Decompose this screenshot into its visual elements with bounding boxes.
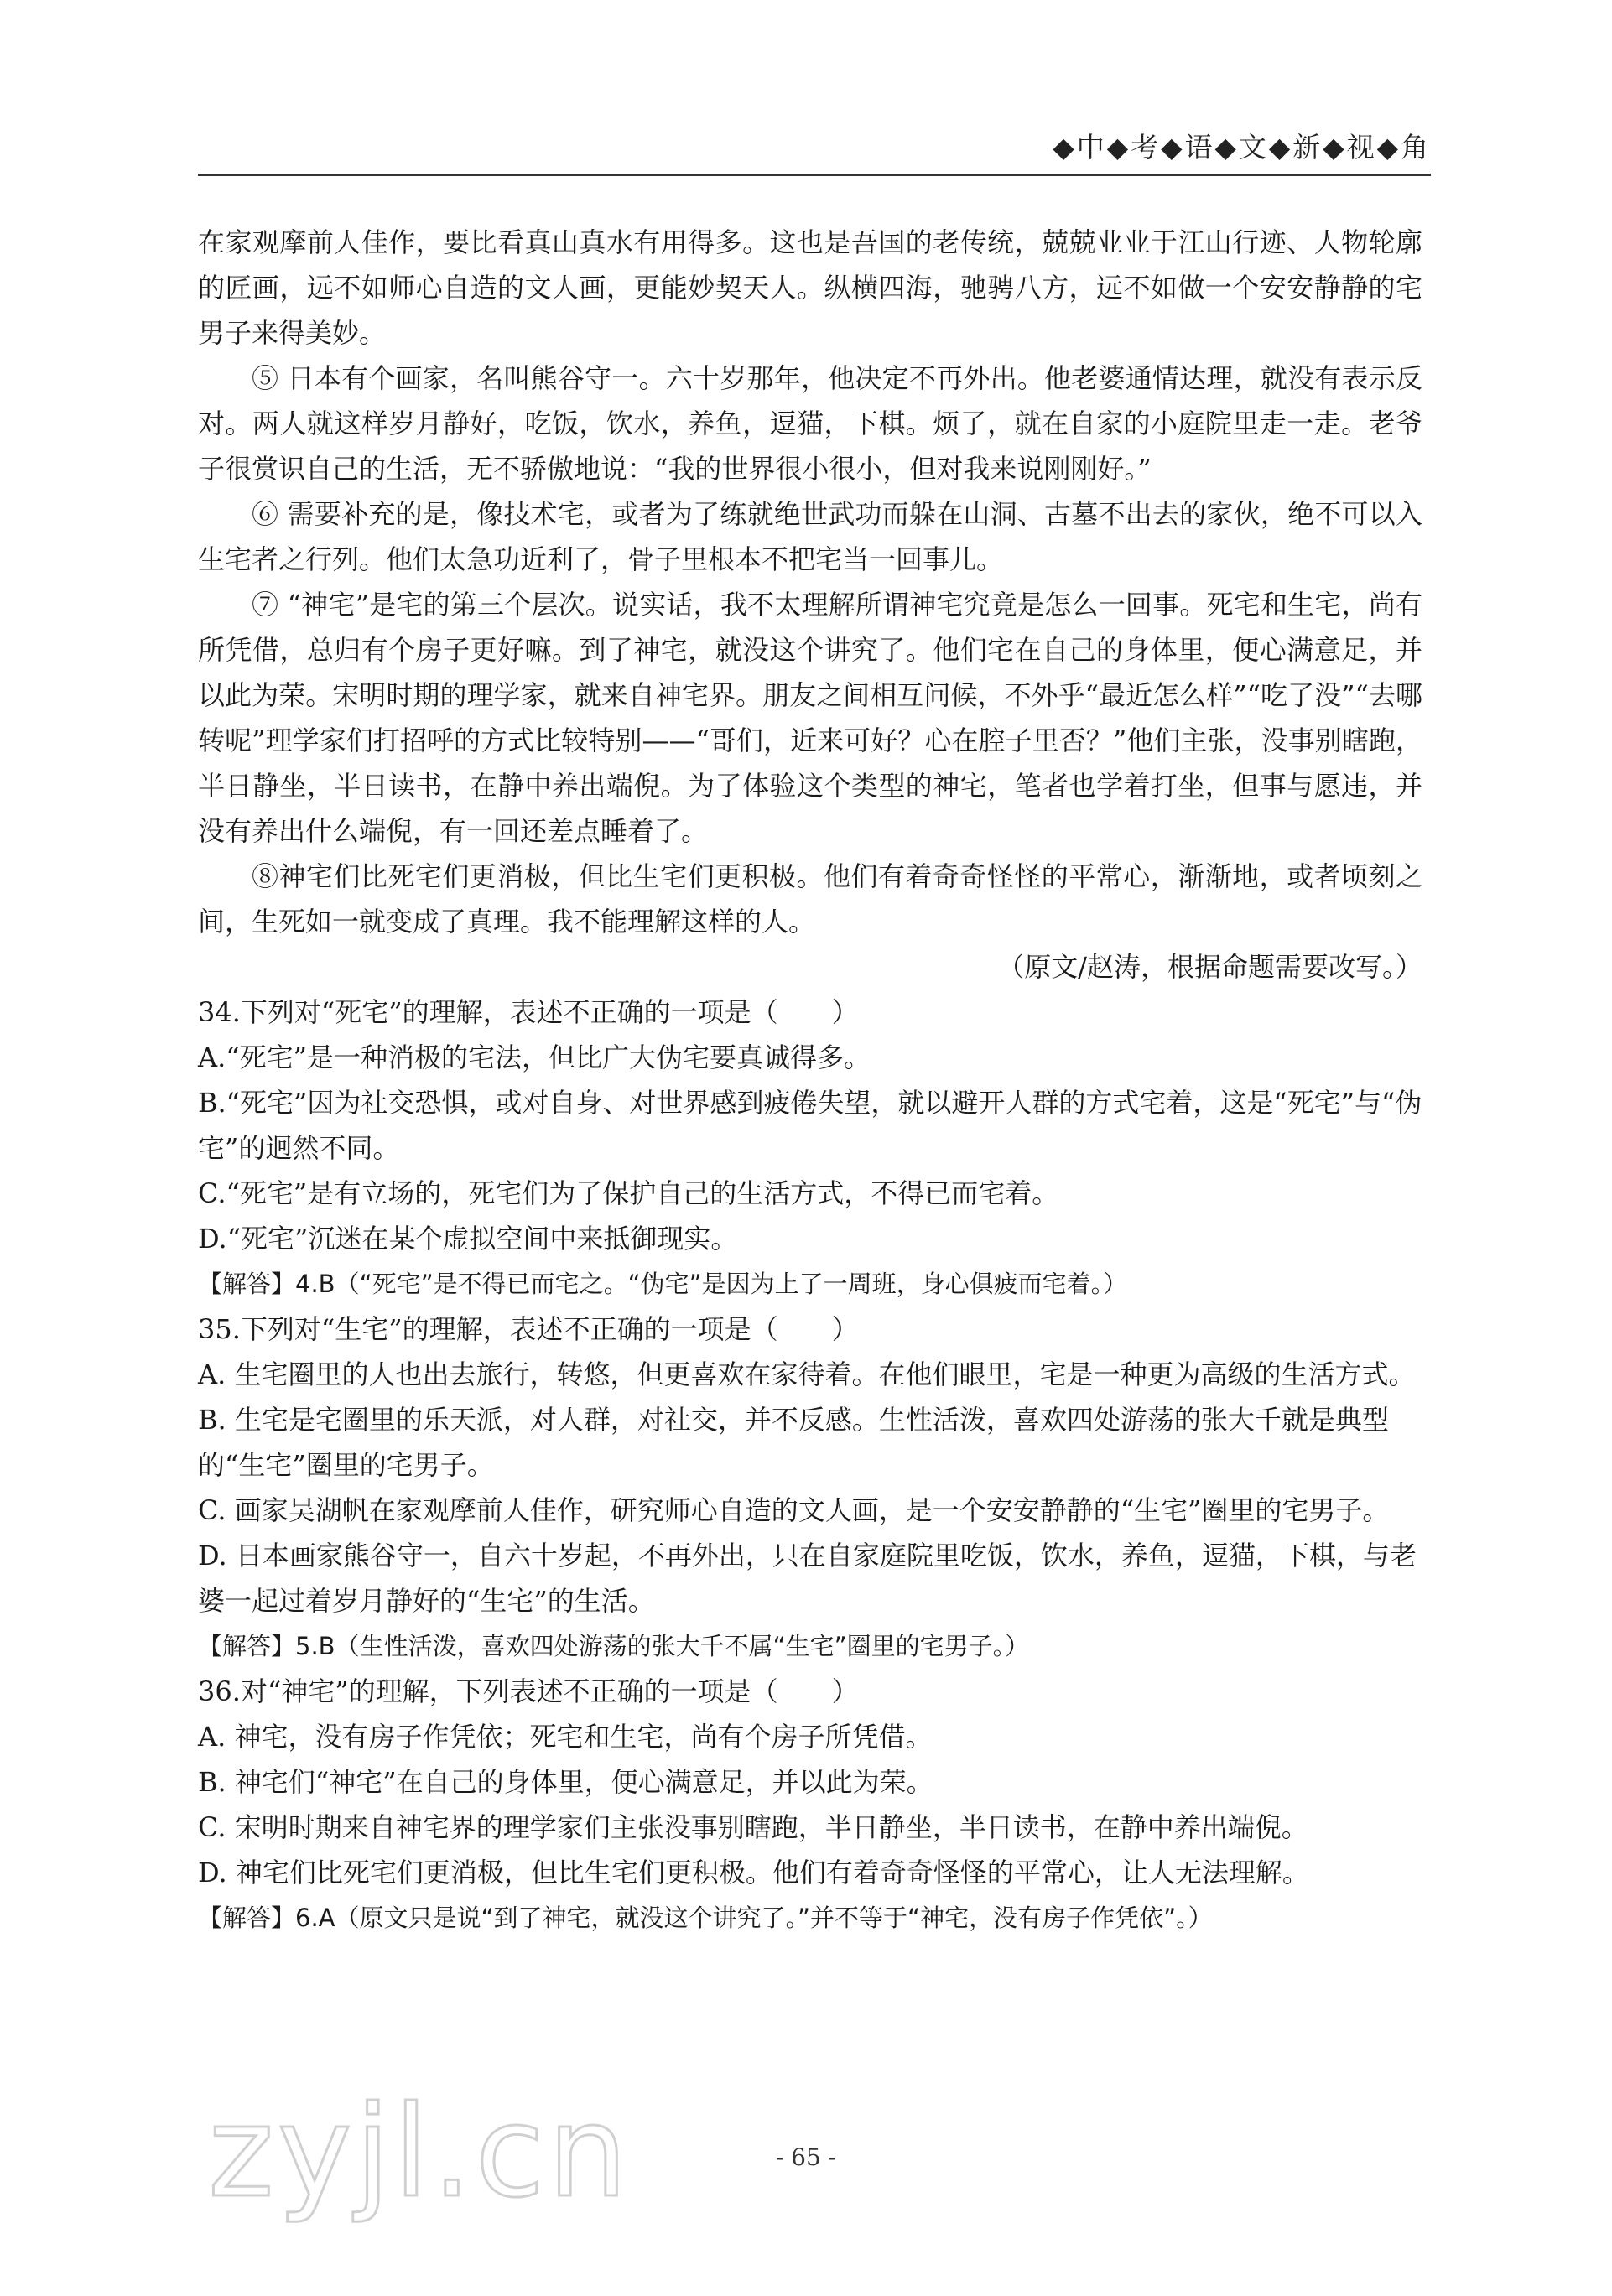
passage-paragraph: 在家观摩前人佳作，要比看真山真水有用得多。这也是吾国的老传统，兢兢业业于江山行迹、人物轮廓的匠画，远不如师心自造的文人画，更能妙契天人。纵横四海，驰骋八方，远不如做一个安安静静的宅男子来得美妙。 bbox=[198, 226, 1422, 349]
option-d: D. 日本画家熊谷守一，自六十岁起，不再外出，只在自家庭院里吃饭，饮水，养鱼，逗猫，下棋，与老婆一起过着岁月静好的“生宅”的生活。 bbox=[198, 1540, 1417, 1617]
option-b: B.“死宅”因为社交恐惧，或对自身、对世界感到疲倦失望，就以避开人群的方式宅着，这是“死宅”与“伪宅”的迥然不同。 bbox=[198, 1087, 1422, 1164]
passage-paragraph: ⑤ 日本有个画家，名叫熊谷守一。六十岁那年，他决定不再外出。他老婆通情达理，就没有表示反对。两人就这样岁月静好，吃饭，饮水，养鱼，逗猫，下棋。烦了，就在自家的小庭院里走一走。老爷子很赏识自己的生活，无不骄傲地说：“我的世界很小很小，但对我来说刚刚好。” bbox=[198, 362, 1422, 485]
option-d: D.“死宅”沉迷在某个虚拟空间中来抵御现实。 bbox=[198, 1223, 738, 1254]
answer-explanation: 【解答】5.B（生性活泼，喜欢四处游荡的张大千不属“生宅”圈里的宅男子。） bbox=[198, 1632, 1030, 1660]
question-stem: 35.下列对“生宅”的理解，表述不正确的一项是（ ） bbox=[198, 1313, 859, 1345]
option-b: B. 生宅是宅圈里的乐天派，对人群，对社交，并不反感。生性活泼，喜欢四处游荡的张大千就是典型的“生宅”圈里的宅男子。 bbox=[198, 1404, 1389, 1481]
document-body bbox=[198, 220, 1422, 1940]
question-stem: 34.下列对“死宅”的理解，表述不正确的一项是（ ） bbox=[198, 996, 859, 1028]
header-rule bbox=[198, 174, 1431, 176]
passage-paragraph: ⑦ “神宅”是宅的第三个层次。说实话，我不太理解所谓神宅究竟是怎么一回事。死宅和生宅，尚有所凭借，总归有个房子更好嘛。到了神宅，就没这个讲究了。他们宅在自己的身体里，便心满意足，并以此为荣。宋明时期的理学家，就来自神宅界。朋友之间相互问候，不外乎“最近怎么样”“吃了没”“去哪转呢”理学家们打招呼的方式比较特别——“哥们，近来可好？心在腔子里否？”他们主张，没事别瞎跑，半日静坐，半日读书，在静中养出端倪。为了体验这个类型的神宅，笔者也学着打坐，但事与愿违，并没有养出什么端倪，有一回还差点睡着了。 bbox=[198, 589, 1422, 847]
passage-paragraph: ⑧神宅们比死宅们更消极，但比生宅们更积极。他们有着奇奇怪怪的平常心，渐渐地，或者顷刻之间，生死如一就变成了真理。我不能理解这样的人。 bbox=[198, 860, 1422, 938]
answer-explanation: 【解答】6.A（原文只是说“到了神宅，就没这个讲究了。”并不等于“神宅，没有房子作凭依”。） bbox=[198, 1904, 1213, 1932]
question-34 bbox=[198, 990, 1422, 1306]
option-a: A. 生宅圈里的人也出去旅行，转悠，但更喜欢在家待着。在他们眼里，宅是一种更为高级的生活方式。 bbox=[198, 1358, 1416, 1390]
option-c: C. 画家吴湖帆在家观摩前人佳作，研究师心自造的文人画，是一个安安静静的“生宅”圈里的宅男子。 bbox=[198, 1494, 1390, 1526]
watermark: zyjl.cn bbox=[208, 2080, 632, 2226]
option-a: A.“死宅”是一种消极的宅法，但比广大伪宅要真诚得多。 bbox=[198, 1042, 871, 1073]
question-36 bbox=[198, 1669, 1422, 1940]
source-citation: （原文/赵涛，根据命题需要改写。） bbox=[997, 951, 1422, 983]
question-stem: 36.对“神宅”的理解，下列表述不正确的一项是（ ） bbox=[198, 1675, 859, 1707]
passage-paragraph: ⑥ 需要补充的是，像技术宅，或者为了练就绝世武功而躲在山洞、古墓不出去的家伙，绝不可以入生宅者之行列。他们太急功近利了，骨子里根本不把宅当一回事儿。 bbox=[198, 498, 1422, 575]
header-title: ◆中◆考◆语◆文◆新◆视◆角 bbox=[1053, 131, 1431, 164]
option-c: C. 宋明时期来自神宅界的理学家们主张没事别瞎跑，半日静坐，半日读书，在静中养出端倪。 bbox=[198, 1811, 1308, 1843]
page-number: - 65 - bbox=[775, 2143, 837, 2171]
option-c: C.“死宅”是有立场的，死宅们为了保护自己的生活方式，不得已而宅着。 bbox=[198, 1177, 1059, 1209]
option-a: A. 神宅，没有房子作凭依；死宅和生宅，尚有个房子所凭借。 bbox=[198, 1721, 933, 1753]
option-b: B. 神宅们“神宅”在自己的身体里，便心满意足，并以此为荣。 bbox=[198, 1766, 933, 1798]
option-d: D. 神宅们比死宅们更消极，但比生宅们更积极。他们有着奇奇怪怪的平常心，让人无法理解。 bbox=[198, 1857, 1309, 1888]
question-35 bbox=[198, 1306, 1422, 1669]
answer-explanation: 【解答】4.B（“死宅”是不得已而宅之。“伪宅”是因为上了一周班，身心俱疲而宅着。） bbox=[198, 1270, 1128, 1298]
